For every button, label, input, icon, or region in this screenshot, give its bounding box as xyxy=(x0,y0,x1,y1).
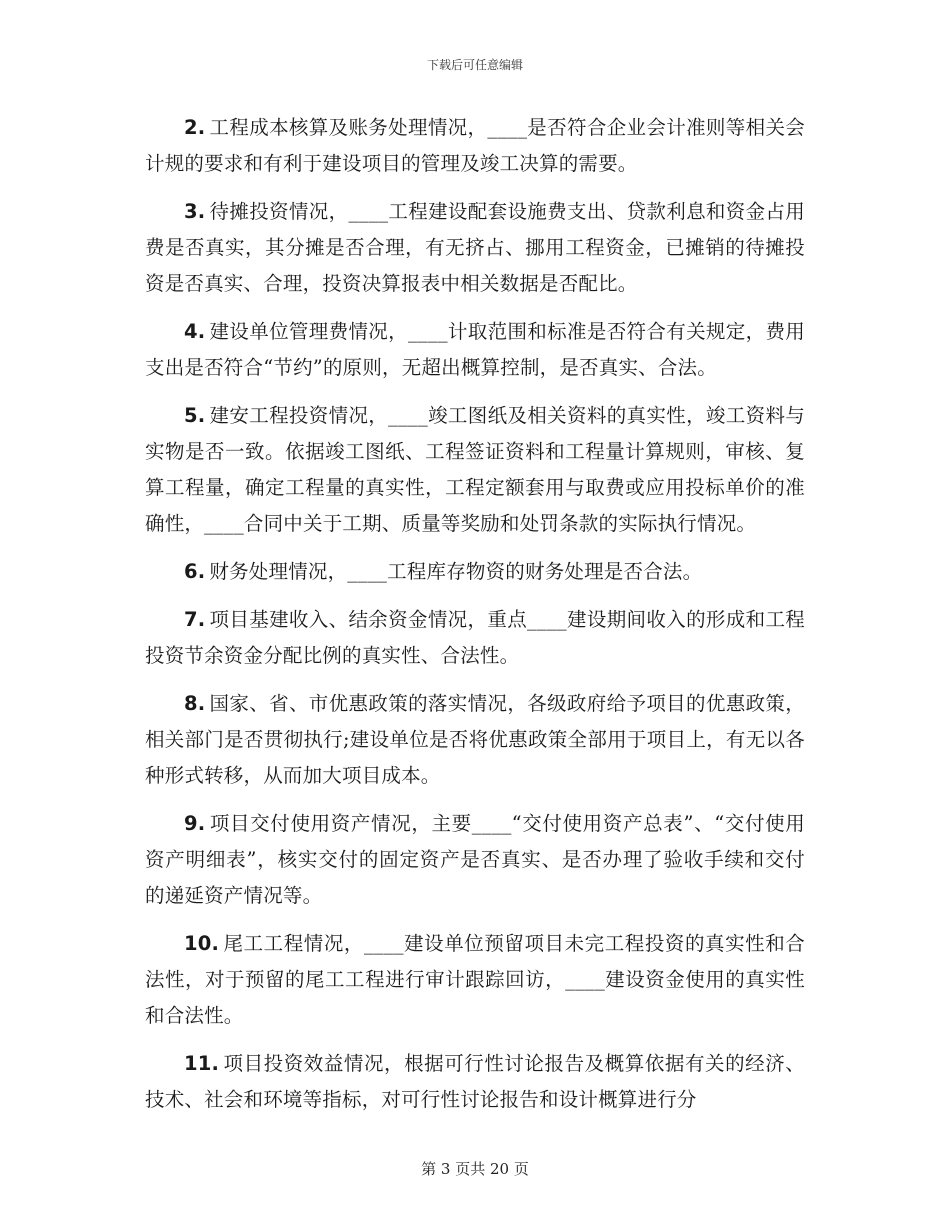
item-number: 4. xyxy=(184,320,206,343)
document-body xyxy=(145,110,805,1130)
item-number: 8. xyxy=(184,692,206,715)
item-number: 7. xyxy=(184,608,206,631)
item-text: 项目基建收入、结余资金情况，重点____建设期间收入的形成和工程投资节余资金分配比例的真实性、合法性。 xyxy=(145,608,805,667)
item-text: 建安工程投资情况，____竣工图纸及相关资料的真实性，竣工资料与实物是否一致。依据竣工图纸、工程签证资料和工程量计算规则，审核、复算工程量，确定工程量的真实性，工程定额套用与取费或应用投标单价的准确性，____合同中关于工期、质量等奖励和处罚条款的实际执行情况。 xyxy=(145,404,805,535)
item-text: 工程成本核算及账务处理情况，____是否符合企业会计准则等相关会计规的要求和有利于建设项目的管理及竣工决算的需要。 xyxy=(145,116,805,175)
paragraph-item-6 xyxy=(145,554,805,590)
item-text: 财务处理情况，____工程库存物资的财务处理是否合法。 xyxy=(209,560,703,583)
item-text: 待摊投资情况，____工程建设配套设施费支出、贷款利息和资金占用费是否真实，其分摊是否合理，有无挤占、挪用工程资金，已摊销的待摊投资是否真实、合理，投资决算报表中相关数据是否配比。 xyxy=(145,200,805,295)
item-number: 2. xyxy=(184,116,206,139)
paragraph-item-9 xyxy=(145,806,805,914)
page-footer: 第 3 页共 20 页 xyxy=(421,1160,529,1178)
paragraph-item-7 xyxy=(145,602,805,674)
item-text: 项目投资效益情况，根据可行性讨论报告及概算依据有关的经济、技术、社会和环境等指标，对可行性讨论报告和设计概算进行分 xyxy=(145,1052,805,1111)
paragraph-item-11 xyxy=(145,1046,805,1118)
item-text: 项目交付使用资产情况，主要____“交付使用资产总表”、“交付使用资产明细表”，核实交付的固定资产是否真实、是否办理了验收手续和交付的递延资产情况等。 xyxy=(145,812,805,907)
item-number: 5. xyxy=(184,404,206,427)
item-text: 尾工工程情况，____建设单位预留项目未完工程投资的真实性和合法性，对于预留的尾工工程进行审计跟踪回访，____建设资金使用的真实性和合法性。 xyxy=(145,932,805,1027)
paragraph-item-8 xyxy=(145,686,805,794)
paragraph-item-10 xyxy=(145,926,805,1034)
item-number: 6. xyxy=(184,560,206,583)
paragraph-item-3 xyxy=(145,194,805,302)
item-text: 国家、省、市优惠政策的落实情况，各级政府给予项目的优惠政策，相关部门是否贯彻执行;建设单位是否将优惠政策全部用于项目上，有无以各种形式转移，从而加大项目成本。 xyxy=(145,692,805,787)
paragraph-item-5 xyxy=(145,398,805,542)
paragraph-item-4 xyxy=(145,314,805,386)
paragraph-item-2 xyxy=(145,110,805,182)
item-number: 9. xyxy=(184,812,206,835)
page-header: 下载后可任意编辑 xyxy=(426,58,523,72)
item-number: 10. xyxy=(184,932,220,955)
item-number: 11. xyxy=(184,1052,220,1075)
item-number: 3. xyxy=(184,200,206,223)
item-text: 建设单位管理费情况，____计取范围和标准是否符合有关规定，费用支出是否符合“节约”的原则，无超出概算控制，是否真实、合法。 xyxy=(145,320,805,379)
